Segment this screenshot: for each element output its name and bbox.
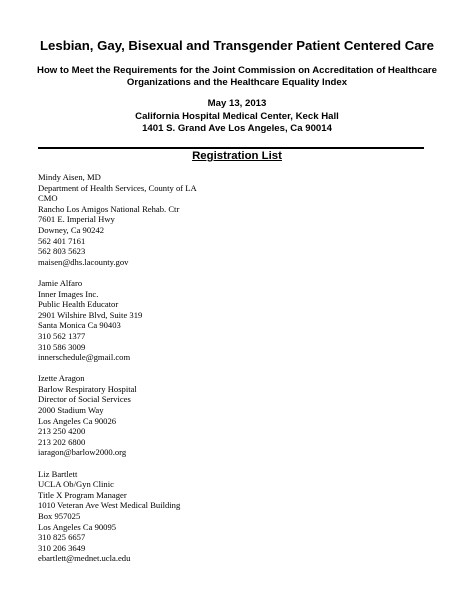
document-subtitle — [20, 65, 454, 89]
event-venue: California Hospital Medical Center, Keck Hall — [135, 110, 339, 122]
event-address: 1401 S. Grand Ave Los Angeles, Ca 90014 — [142, 123, 332, 134]
registrant-line: Mindy Aisen, MD — [38, 172, 101, 182]
registrant-line: iaragon@barlow2000.org — [38, 447, 127, 458]
registrant-line: Rancho Los Amigos National Rehab. Ctr — [38, 203, 180, 214]
registrant-line: 562 803 5623 — [38, 246, 86, 257]
registrant-line: 213 250 4200 — [38, 426, 86, 437]
registrant-entry — [38, 278, 438, 363]
registrant-line: 310 825 6657 — [38, 532, 86, 543]
registrant-line: 7601 E. Imperial Hwy — [38, 214, 115, 225]
registrant-line: ebartlett@mednet.ucla.edu — [38, 553, 131, 564]
registrant-line: Department of Health Services, County of LA — [38, 182, 197, 193]
registrant-entry — [38, 373, 438, 458]
registrant-line: Director of Social Services — [38, 394, 131, 405]
registrant-line: Downey, Ca 90242 — [38, 224, 105, 235]
registrant-line: 2000 Stadium Way — [38, 405, 104, 416]
event-date: May 13, 2013 — [207, 98, 267, 109]
registrant-entry — [38, 172, 438, 267]
registrant-line: Los Angeles Ca 90095 — [38, 521, 117, 532]
registrant-line: Jamie Alfaro — [38, 277, 83, 288]
registrant-line: 310 206 3649 — [38, 542, 86, 553]
subtitle-line: Organizations and the Healthcare Equality Index — [126, 77, 348, 88]
registrant-line: 1010 Veteran Ave West Medical Building — [38, 500, 181, 511]
document-title: Lesbian, Gay, Bisexual and Transgender Patient Centered Care — [39, 38, 435, 53]
event-details — [0, 98, 474, 136]
registrant-line: 310 562 1377 — [38, 330, 86, 341]
registrant-line: Public Health Educator — [38, 299, 119, 310]
subtitle-line: How to Meet the Requirements for the Joint Commission on Accreditation of Healthcare — [37, 65, 437, 76]
registrant-line: 2901 Wilshire Blvd, Suite 319 — [38, 309, 143, 320]
registration-entries — [38, 172, 438, 575]
registrant-line: Barlow Respiratory Hospital — [38, 383, 137, 394]
registrant-line: Title X Program Manager — [38, 489, 127, 500]
registrant-line: 213 202 6800 — [38, 436, 86, 447]
registrant-line: Liz Bartlett — [38, 468, 78, 479]
registrant-entry — [38, 469, 438, 564]
registration-list-heading: Registration List — [192, 150, 282, 162]
horizontal-rule — [38, 147, 424, 149]
registrant-line: Inner Images Inc. — [38, 288, 99, 299]
registrant-line: Santa Monica Ca 90403 — [38, 320, 121, 331]
registrant-line: CMO — [38, 193, 58, 204]
registrant-line: UCLA Ob/Gyn Clinic — [38, 479, 114, 490]
registrant-line: maisen@dhs.lacounty.gov — [38, 256, 129, 267]
registrant-line: Los Angeles Ca 90026 — [38, 415, 117, 426]
registrant-line: Box 957025 — [38, 511, 81, 521]
registrant-line: 562 401 7161 — [38, 235, 86, 246]
registrant-line: 310 586 3009 — [38, 341, 86, 352]
registrant-line: innerschedule@gmail.com — [38, 352, 131, 363]
registrant-line: Izette Aragon — [38, 373, 85, 384]
